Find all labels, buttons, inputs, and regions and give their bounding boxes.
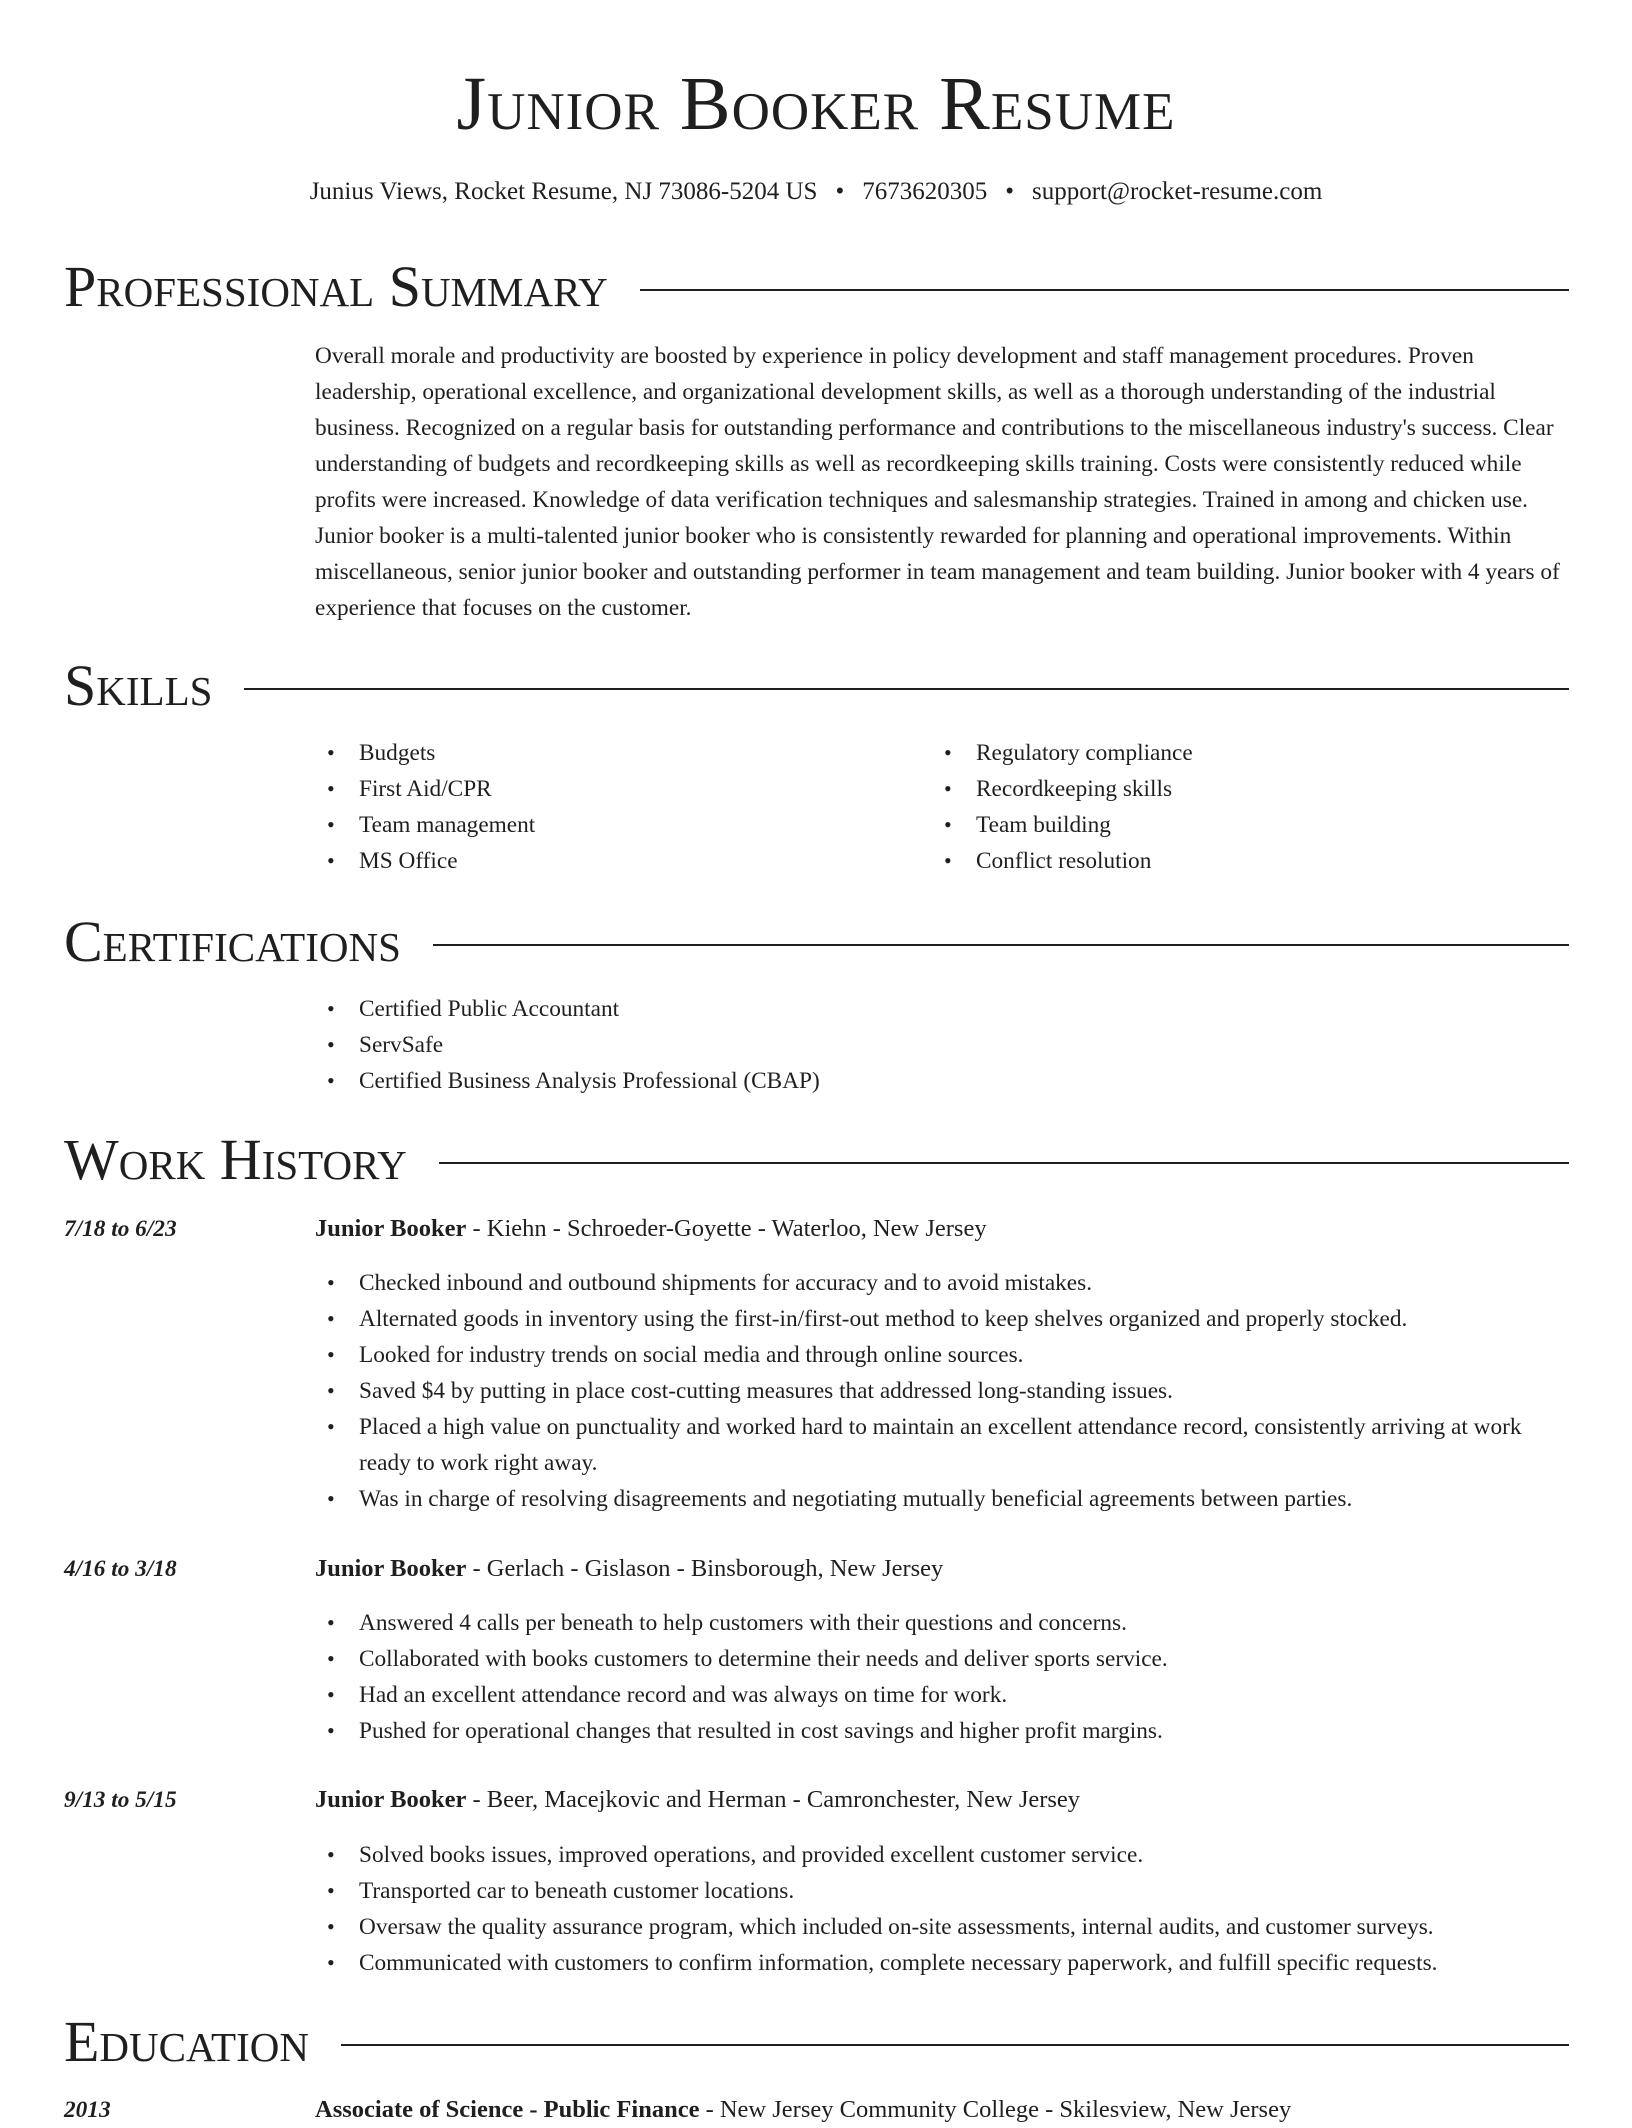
job-heading [315,1782,1575,1818]
job-duty: • Transported car to beneath customer locations. [315,1873,1575,1909]
job-heading [315,1551,1575,1587]
skill-item: • MS Office [315,843,915,879]
job-employer: - Gerlach - Gislason - Binsborough, New Jersey [466,1555,944,1582]
skill-item: • Regulatory compliance [932,735,1532,771]
job-duty: • Alternated goods in inventory using the first-in/first-out method to keep shelves organized and properly stocked. [315,1301,1575,1337]
job-dates: 7/18 to 6/23 [64,1216,177,1242]
job-title: Junior Booker [315,1786,467,1813]
job-duty: • Collaborated with books customers to determine their needs and deliver sports service. [315,1641,1575,1677]
education-heading: Education [64,2009,309,2074]
job-duty: • Pushed for operational changes that resulted in cost savings and higher profit margins. [315,1713,1575,1749]
certifications-section-header [64,910,1569,974]
contact-email: support@rocket-resume.com [1032,178,1323,205]
education-school: - New Jersey Community College - Skilesview, New Jersey [699,2096,1292,2123]
job-dates: 9/13 to 5/15 [64,1787,177,1813]
job-duty: • Was in charge of resolving disagreements and negotiating mutually beneficial agreements between parties. [315,1481,1575,1517]
job-duties-list [315,1265,1575,1517]
job-duty: • Had an excellent attendance record and was always on time for work. [315,1677,1575,1713]
section-divider [341,2044,1569,2046]
job-duty: • Checked inbound and outbound shipments for accuracy and to avoid mistakes. [315,1265,1575,1301]
summary-text: Overall morale and productivity are boosted by experience in policy development and staff management procedures. Proven leadership, operational excellence, and organizational development skills, as well as a thorough understanding of the industrial business. Recognized on a regular basis for outstanding performance and contributions to the miscellaneous industry's success. Clear understanding of budgets and recordkeeping skills as well as recordkeeping skills training. Costs were consistently reduced while profits were increased. Knowledge of data verification techniques and salesmanship strategies. Trained in among and chicken use. Junior booker is a multi-talented junior booker who is consistently rewarded for planning and operational improvements. Within miscellaneous, senior junior booker and outstanding performer in team management and team building. Junior booker with 4 years of experience that focuses on the customer. [315,343,1560,621]
section-divider [640,289,1569,291]
job-duty: • Communicated with customers to confirm information, complete necessary paperwork, and fulfill specific requests. [315,1945,1575,1981]
job-duties-list [315,1837,1575,1981]
contact-separator: • [1005,178,1014,205]
education-section-header [64,2010,1569,2074]
resume-title: Junior Booker Resume [456,62,1176,146]
certifications-list [315,991,1515,1099]
contact-address: Junius Views, Rocket Resume, NJ 73086-5204 US [309,178,818,205]
certification-item: • Certified Business Analysis Professional (CBAP) [315,1063,1515,1099]
certification-item: • Certified Public Accountant [315,991,1515,1027]
work-history-section-header [64,1128,1569,1192]
skill-item: • Budgets [315,735,915,771]
contact-separator: • [835,178,845,205]
skill-item: • First Aid/CPR [315,771,915,807]
skills-list-right [932,735,1532,879]
section-divider [244,688,1569,690]
job-duty: • Placed a high value on punctuality and worked hard to maintain an excellent attendance record, consistently arriving at work ready to work right away. [315,1409,1575,1481]
certification-item: • ServSafe [315,1027,1515,1063]
job-title: Junior Booker [315,1215,467,1242]
section-divider [439,1162,1569,1164]
work-history-heading: Work History [64,1127,407,1192]
summary-section-header [64,255,1569,319]
job-heading [315,1211,1575,1247]
skills-list-left [315,735,915,879]
contact-line [0,174,1632,210]
job-duty: • Looked for industry trends on social media and through online sources. [315,1337,1575,1373]
skills-section-header [64,654,1569,718]
job-employer: - Beer, Macejkovic and Herman - Camronchester, New Jersey [466,1786,1081,1813]
education-year: 2013 [64,2097,111,2123]
job-duties-list [315,1605,1575,1749]
summary-heading: Professional Summary [64,254,608,319]
skill-item: • Team building [932,807,1532,843]
skill-item: • Conflict resolution [932,843,1532,879]
job-duty: • Saved $4 by putting in place cost-cutting measures that addressed long-standing issues. [315,1373,1575,1409]
education-heading-line [315,2092,1575,2128]
certifications-heading: Certifications [64,909,401,974]
education-degree: Associate of Science - Public Finance [315,2096,700,2123]
job-dates: 4/16 to 3/18 [64,1556,177,1582]
section-divider [433,944,1569,946]
contact-phone: 7673620305 [862,178,988,205]
job-duty: • Solved books issues, improved operations, and provided excellent customer service. [315,1837,1575,1873]
skill-item: • Recordkeeping skills [932,771,1532,807]
job-title: Junior Booker [315,1555,467,1582]
job-duty: • Oversaw the quality assurance program, which included on-site assessments, internal audits, and customer surveys. [315,1909,1575,1945]
job-employer: - Kiehn - Schroeder-Goyette - Waterloo, New Jersey [466,1215,987,1242]
skill-item: • Team management [315,807,915,843]
job-duty: • Answered 4 calls per beneath to help customers with their questions and concerns. [315,1605,1575,1641]
skills-heading: Skills [64,653,213,718]
